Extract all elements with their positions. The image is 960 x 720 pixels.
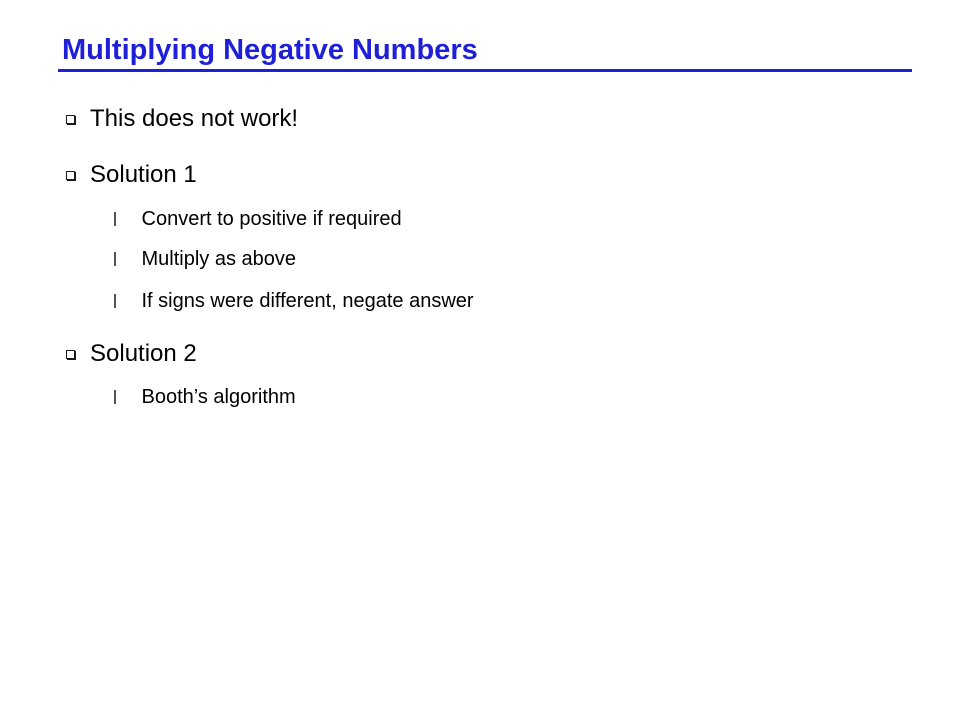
- bullet-text: This does not work!: [90, 105, 299, 132]
- sub-bullet-text: Multiply as above: [141, 248, 297, 270]
- dash-bullet-icon: [114, 252, 116, 266]
- square-bullet-icon: [66, 115, 75, 124]
- dash-bullet-icon: [114, 294, 116, 308]
- square-bullet-icon: [66, 350, 75, 359]
- bullet-text: Solution 1: [90, 161, 197, 188]
- dash-bullet-icon: [114, 390, 116, 404]
- bullet-item: [66, 159, 197, 191]
- sub-bullet-text: Convert to positive if required: [141, 208, 402, 230]
- sub-bullet-text: Booth’s algorithm: [141, 386, 296, 408]
- sub-bullet-item: [114, 245, 296, 273]
- sub-bullet-text: If signs were different, negate answer: [141, 290, 474, 312]
- bullet-item: [66, 338, 197, 370]
- bullet-text: Solution 2: [90, 340, 197, 367]
- slide-title: Multiplying Negative Numbers: [62, 34, 478, 66]
- bullet-item: [66, 103, 298, 135]
- square-bullet-icon: [66, 171, 75, 180]
- sub-bullet-item: [114, 205, 402, 233]
- title-underline: [58, 69, 912, 72]
- dash-bullet-icon: [114, 212, 116, 226]
- sub-bullet-item: [114, 383, 296, 411]
- sub-bullet-item: [114, 287, 474, 315]
